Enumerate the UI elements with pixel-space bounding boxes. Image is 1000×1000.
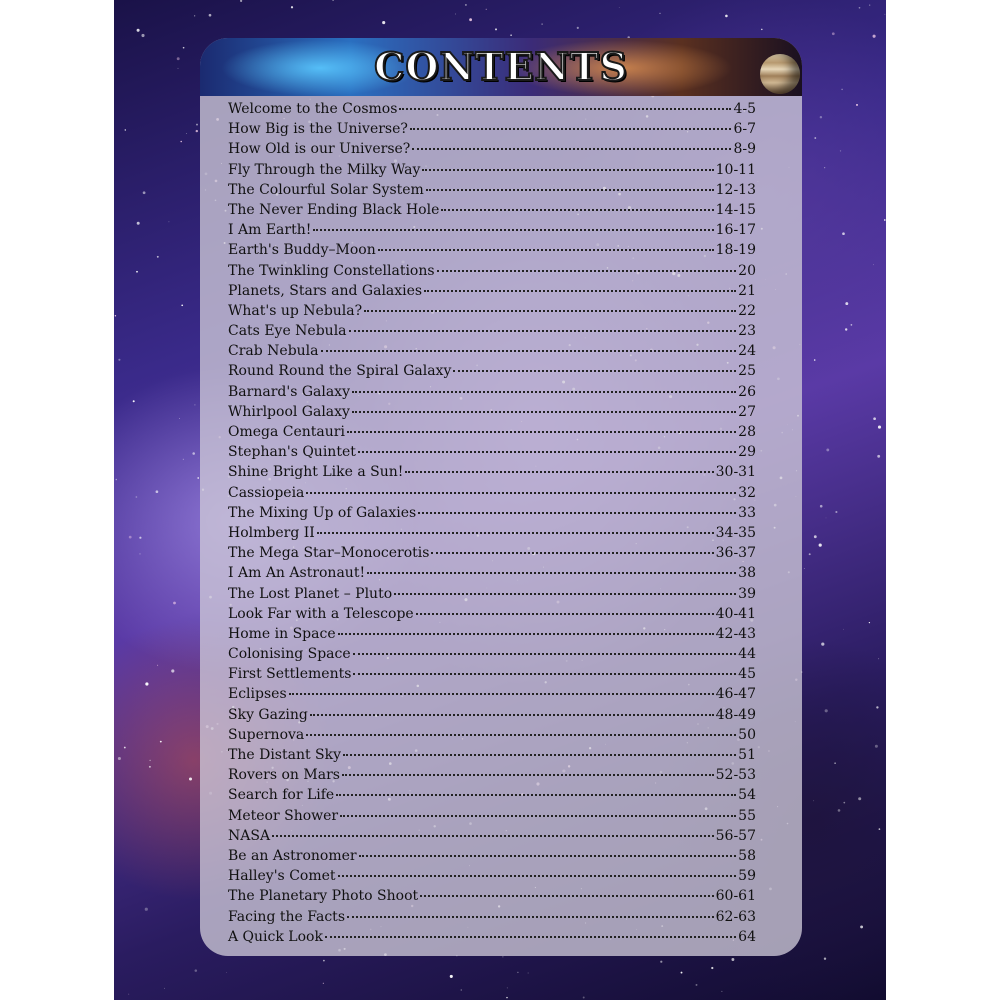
toc-entry <box>228 343 756 363</box>
toc-dot-leader <box>420 895 714 897</box>
star <box>194 404 195 405</box>
star <box>197 477 199 479</box>
toc-entry-title: Fly Through the Milky Way <box>228 161 421 178</box>
star <box>834 762 836 764</box>
toc-entry-page: 36-37 <box>715 545 756 562</box>
toc-dot-leader <box>336 794 736 796</box>
star <box>183 459 184 460</box>
star <box>128 994 129 995</box>
star <box>136 496 138 498</box>
star <box>721 991 722 992</box>
star <box>660 961 662 963</box>
star <box>140 553 141 554</box>
star <box>819 544 822 547</box>
toc-entry-title: How Old is our Universe? <box>228 141 411 158</box>
toc-entry <box>228 747 756 767</box>
star <box>859 7 861 9</box>
star <box>465 4 467 6</box>
toc-entry-title: The Twinkling Constellations <box>228 262 435 279</box>
star <box>115 315 116 316</box>
toc-entry <box>228 727 756 747</box>
star <box>873 417 876 420</box>
toc-dot-leader <box>410 128 732 130</box>
star <box>136 271 138 273</box>
star <box>469 18 472 21</box>
star <box>869 622 870 623</box>
toc-dot-leader <box>289 693 714 695</box>
toc-entry <box>228 929 756 949</box>
star <box>856 104 858 106</box>
table-of-contents <box>228 101 756 949</box>
star <box>240 0 242 2</box>
toc-entry-title: NASA <box>228 827 271 844</box>
toc-dot-leader <box>441 209 713 211</box>
toc-dot-leader <box>352 391 736 393</box>
star <box>145 682 148 685</box>
toc-dot-leader <box>347 431 736 433</box>
toc-entry-page: 26 <box>738 383 756 400</box>
star <box>506 997 507 998</box>
toc-dot-leader <box>364 310 736 312</box>
toc-dot-leader <box>358 451 736 453</box>
toc-dot-leader <box>353 673 736 675</box>
star <box>181 304 183 306</box>
toc-entry-title: Facing the Facts <box>228 908 345 925</box>
toc-entry-title: Be an Astronomer <box>228 847 357 864</box>
toc-entry-title: The Mega Star–Monocerotis <box>228 545 430 562</box>
star <box>825 709 828 712</box>
star <box>878 658 879 659</box>
star <box>826 518 827 519</box>
star <box>877 455 880 458</box>
toc-entry <box>228 263 756 283</box>
toc-entry-page: 16-17 <box>715 222 756 239</box>
toc-entry-page: 27 <box>738 403 756 420</box>
toc-entry <box>228 808 756 828</box>
toc-dot-leader <box>418 512 736 514</box>
toc-entry <box>228 222 756 242</box>
star <box>659 13 660 14</box>
toc-entry-page: 29 <box>738 444 756 461</box>
toc-entry-page: 20 <box>738 262 756 279</box>
toc-entry-page: 33 <box>738 504 756 521</box>
star <box>577 27 579 29</box>
star <box>814 535 817 538</box>
toc-entry <box>228 464 756 484</box>
toc-entry-title: Cats Eye Nebula <box>228 323 347 340</box>
star <box>160 741 162 743</box>
star <box>149 760 150 761</box>
toc-entry <box>228 444 756 464</box>
toc-entry-title: Omega Centauri <box>228 424 345 440</box>
toc-dot-leader <box>367 572 736 574</box>
star <box>814 359 816 361</box>
toc-entry-title: How Big is the Universe? <box>228 121 408 138</box>
star <box>156 490 159 493</box>
star <box>173 602 176 605</box>
toc-entry-page: 52-53 <box>715 767 756 784</box>
toc-entry-title: Sky Gazing <box>228 706 308 723</box>
star <box>125 129 126 130</box>
toc-dot-leader <box>313 229 713 231</box>
star <box>177 57 180 60</box>
toc-dot-leader <box>359 855 737 857</box>
star <box>177 68 178 69</box>
toc-entry <box>228 606 756 626</box>
toc-entry-page: 12-13 <box>715 181 756 198</box>
toc-dot-leader <box>317 532 714 534</box>
star <box>696 984 698 986</box>
toc-entry-title: What's up Nebula? <box>228 302 363 319</box>
book-page <box>114 0 886 1000</box>
star <box>129 536 132 539</box>
toc-entry-page: 21 <box>738 282 756 299</box>
toc-entry-page: 55 <box>738 807 756 824</box>
star <box>804 568 805 569</box>
star <box>873 35 876 38</box>
toc-entry <box>228 141 756 161</box>
star <box>824 167 825 168</box>
toc-entry-title: Stephan's Quintet <box>228 444 356 461</box>
star <box>821 643 824 646</box>
star <box>814 137 816 139</box>
toc-entry <box>228 363 756 383</box>
toc-entry-page: 56-57 <box>715 827 756 844</box>
toc-dot-leader <box>338 875 737 877</box>
star <box>840 150 841 151</box>
toc-entry-title: Shine Bright Like a Sun! <box>228 464 404 481</box>
star <box>841 89 843 91</box>
toc-entry-page: 22 <box>738 302 756 319</box>
toc-entry-page: 64 <box>738 928 756 945</box>
toc-entry-page: 8-9 <box>733 141 756 158</box>
star <box>843 802 845 804</box>
toc-entry <box>228 121 756 141</box>
toc-entry-title: Home in Space <box>228 625 336 642</box>
star <box>884 219 886 221</box>
toc-entry-page: 59 <box>738 868 756 885</box>
toc-entry-page: 32 <box>738 484 756 501</box>
star <box>842 232 845 235</box>
star <box>725 15 728 18</box>
toc-entry-page: 39 <box>738 585 756 602</box>
toc-entry-page: 46-47 <box>715 686 756 703</box>
toc-entry-page: 51 <box>738 747 756 763</box>
star <box>878 426 881 429</box>
toc-entry-page: 28 <box>738 424 756 440</box>
star <box>195 969 198 972</box>
toc-dot-leader <box>394 593 736 595</box>
toc-entry-page: 58 <box>738 847 756 864</box>
toc-dot-leader <box>338 633 714 635</box>
toc-entry-title: Meteor Shower <box>228 807 339 824</box>
star <box>843 629 844 630</box>
star <box>209 14 212 17</box>
toc-entry-title: The Colourful Solar System <box>228 181 424 198</box>
star <box>835 511 837 513</box>
star <box>541 23 542 24</box>
star <box>851 324 853 326</box>
star <box>186 133 187 134</box>
toc-entry-title: A Quick Look <box>228 928 323 945</box>
star <box>118 757 121 760</box>
star <box>507 988 508 989</box>
star <box>382 21 385 24</box>
toc-entry-title: Search for Life <box>228 787 335 804</box>
star <box>124 747 126 749</box>
toc-entry <box>228 525 756 545</box>
star <box>681 972 683 974</box>
star <box>183 47 185 49</box>
star <box>323 983 324 984</box>
toc-entry <box>228 586 756 606</box>
toc-entry-title: I Am Earth! <box>228 222 312 239</box>
star <box>137 29 140 32</box>
planet-icon <box>760 54 800 94</box>
toc-entry-title: Eclipses <box>228 686 287 703</box>
toc-dot-leader <box>412 148 731 150</box>
toc-entry <box>228 565 756 585</box>
star <box>455 14 456 15</box>
toc-dot-leader <box>431 552 713 554</box>
star <box>838 809 841 812</box>
star <box>171 669 174 672</box>
star <box>164 988 165 989</box>
toc-entry <box>228 909 756 929</box>
toc-entry <box>228 787 756 807</box>
toc-entry <box>228 323 756 343</box>
toc-entry-page: 25 <box>738 363 756 380</box>
star <box>332 0 334 1</box>
page-title: CONTENTS <box>374 44 628 89</box>
star <box>145 908 148 911</box>
star <box>832 32 835 35</box>
toc-entry-page: 24 <box>738 343 756 360</box>
toc-dot-leader <box>424 290 736 292</box>
toc-entry-page: 10-11 <box>715 161 756 178</box>
toc-entry-title: Holmberg II <box>228 524 315 541</box>
toc-entry-page: 60-61 <box>715 888 756 905</box>
star <box>133 400 135 402</box>
toc-entry <box>228 101 756 121</box>
star <box>189 778 192 781</box>
toc-entry <box>228 828 756 848</box>
star <box>528 973 529 974</box>
star <box>323 960 325 962</box>
toc-dot-leader <box>422 169 713 171</box>
toc-dot-leader <box>426 189 714 191</box>
toc-entry-title: Whirlpool Galaxy <box>228 403 350 420</box>
star <box>157 256 159 258</box>
toc-entry <box>228 868 756 888</box>
toc-entry-page: 54 <box>738 787 756 804</box>
toc-entry <box>228 424 756 444</box>
toc-dot-leader <box>349 330 737 332</box>
star <box>875 745 878 748</box>
star <box>885 14 886 15</box>
toc-entry-title: Rovers on Mars <box>228 767 340 784</box>
toc-entry-page: 34-35 <box>715 524 756 541</box>
star <box>510 34 512 36</box>
toc-entry <box>228 666 756 686</box>
star <box>461 990 462 991</box>
toc-entry <box>228 686 756 706</box>
star <box>731 958 734 961</box>
toc-dot-leader <box>353 653 737 655</box>
star <box>139 537 141 539</box>
star <box>813 800 814 801</box>
star <box>583 997 585 999</box>
star <box>879 828 881 830</box>
toc-entry-title: Earth's Buddy–Moon <box>228 242 376 259</box>
toc-entry <box>228 384 756 404</box>
toc-entry-page: 30-31 <box>715 464 756 481</box>
toc-entry-page: 44 <box>738 646 756 663</box>
toc-entry-page: 50 <box>738 726 756 743</box>
star <box>845 302 848 305</box>
toc-dot-leader <box>416 613 714 615</box>
toc-entry-title: The Mixing Up of Galaxies <box>228 504 417 521</box>
star <box>486 9 487 10</box>
star <box>450 975 453 978</box>
toc-entry <box>228 242 756 262</box>
toc-entry-title: Look Far with a Telescope <box>228 605 414 622</box>
star <box>845 328 847 330</box>
toc-entry <box>228 202 756 222</box>
star <box>860 925 863 928</box>
toc-entry-title: Crab Nebula <box>228 343 319 360</box>
toc-entry-page: 4-5 <box>733 101 756 117</box>
toc-entry-title: Supernova <box>228 726 305 743</box>
toc-dot-leader <box>306 492 736 494</box>
star <box>196 130 198 132</box>
star <box>168 221 169 222</box>
toc-dot-leader <box>325 936 736 938</box>
toc-entry-page: 38 <box>738 565 756 582</box>
toc-entry-title: The Distant Sky <box>228 747 342 763</box>
toc-entry-page: 45 <box>738 666 756 683</box>
toc-entry-title: The Planetary Photo Shoot <box>228 888 419 905</box>
star <box>137 222 140 225</box>
star <box>116 479 118 481</box>
star <box>179 418 180 419</box>
toc-entry-title: Colonising Space <box>228 646 351 663</box>
toc-entry-title: The Never Ending Black Hole <box>228 201 440 218</box>
toc-entry-title: Planets, Stars and Galaxies <box>228 282 423 299</box>
star <box>820 116 822 118</box>
toc-dot-leader <box>272 835 714 837</box>
toc-dot-leader <box>342 774 714 776</box>
star <box>291 6 293 8</box>
toc-dot-leader <box>352 411 736 413</box>
toc-dot-leader <box>453 370 736 372</box>
toc-dot-leader <box>306 734 736 736</box>
star <box>495 28 497 30</box>
star <box>118 359 120 361</box>
toc-entry <box>228 303 756 323</box>
toc-dot-leader <box>399 108 731 110</box>
star <box>192 452 195 455</box>
toc-entry-title: Cassiopeia <box>228 484 305 501</box>
star <box>869 5 870 6</box>
toc-entry <box>228 283 756 303</box>
star <box>826 448 829 451</box>
toc-entry-page: 23 <box>738 323 756 340</box>
toc-entry <box>228 404 756 424</box>
toc-dot-leader <box>378 249 714 251</box>
toc-entry <box>228 707 756 727</box>
star <box>824 957 826 959</box>
star <box>619 7 620 8</box>
toc-entry-page: 42-43 <box>715 625 756 642</box>
toc-entry <box>228 626 756 646</box>
star <box>517 972 518 973</box>
toc-entry-page: 48-49 <box>715 706 756 723</box>
toc-dot-leader <box>340 815 736 817</box>
toc-entry-page: 18-19 <box>715 242 756 259</box>
star <box>873 264 874 265</box>
star <box>809 553 811 555</box>
toc-entry <box>228 505 756 525</box>
star <box>226 972 227 973</box>
toc-entry-page: 14-15 <box>715 201 756 218</box>
toc-entry <box>228 848 756 868</box>
star <box>149 766 151 768</box>
star <box>876 706 878 708</box>
star <box>711 967 713 969</box>
toc-dot-leader <box>405 471 713 473</box>
toc-entry-title: First Settlements <box>228 666 352 683</box>
star <box>143 191 146 194</box>
toc-entry-title: The Lost Planet – Pluto <box>228 585 393 602</box>
toc-entry-title: Welcome to the Cosmos <box>228 101 398 117</box>
star <box>761 29 763 31</box>
toc-entry-title: Barnard's Galaxy <box>228 383 350 400</box>
star <box>196 124 198 126</box>
star <box>858 797 861 800</box>
toc-dot-leader <box>347 916 714 918</box>
toc-entry <box>228 182 756 202</box>
star <box>141 34 144 37</box>
contents-header <box>200 38 802 96</box>
toc-entry-title: Round Round the Spiral Galaxy <box>228 363 452 380</box>
star <box>502 956 503 957</box>
toc-entry <box>228 767 756 787</box>
toc-dot-leader <box>343 754 736 756</box>
toc-entry <box>228 545 756 565</box>
toc-entry-page: 40-41 <box>715 605 756 622</box>
toc-dot-leader <box>310 714 714 716</box>
toc-entry-title: Halley's Comet <box>228 868 336 885</box>
toc-entry <box>228 888 756 908</box>
star <box>194 15 195 16</box>
toc-entry <box>228 162 756 182</box>
toc-entry <box>228 646 756 666</box>
toc-dot-leader <box>437 270 737 272</box>
star <box>180 141 182 143</box>
toc-entry <box>228 485 756 505</box>
toc-dot-leader <box>321 350 737 352</box>
star <box>820 505 823 508</box>
toc-entry-page: 6-7 <box>733 121 756 138</box>
toc-entry-title: I Am An Astronaut! <box>228 565 366 582</box>
star <box>157 665 158 666</box>
toc-entry-page: 62-63 <box>715 908 756 925</box>
